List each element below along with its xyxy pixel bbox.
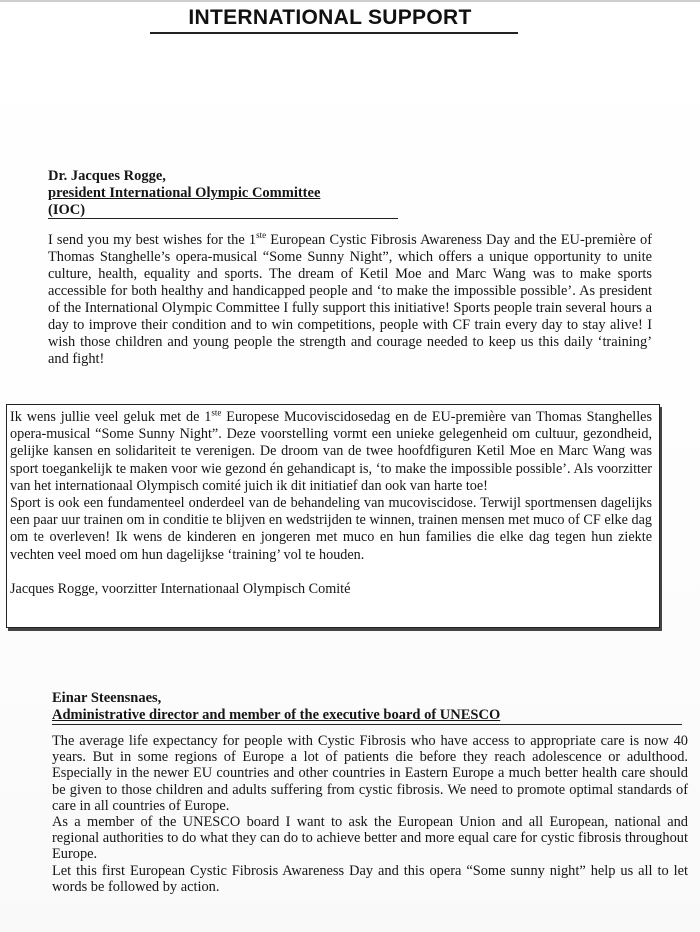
steensnaes-role: Administrative director and member of the executive board of UNESCO <box>52 707 501 723</box>
steensnaes-paragraph-2: As a member of the UNESCO board I want to ask the European Union and all European, national and regional authorities to do what they can do to achieve better and more equal care for cystic fibrosis throughout Europe. <box>52 814 688 863</box>
rogge-section <box>48 168 652 368</box>
steensnaes-name: Einar Steensnaes, <box>52 690 162 706</box>
scan-edge <box>0 0 700 2</box>
steensnaes-paragraph-1: The average life expectancy for people with Cystic Fibrosis who have access to appropriate care is now 40 years. But in some regions of Europe a lot of patients die before they reach adolescence or adulthood. Especially in the newer EU countries and other countries in Eastern Europe a much better health care should be given to those children and adults suffering from cystic fibrosis. We need to promote optimal standards of care in all countries of Europe. <box>52 733 688 814</box>
steensnaes-paragraph-3: Let this first European Cystic Fibrosis Awareness Day and this opera “Some sunny night” help us all to let words be followed by action. <box>52 862 688 895</box>
dutch-signature: Jacques Rogge, voorzitter Internationaal Olympisch Comité <box>10 580 351 597</box>
dutch-message-box <box>6 404 660 628</box>
steensnaes-role-rule <box>52 724 682 725</box>
rogge-message: I send you my best wishes for the 1ste European Cystic Fibrosis Awareness Day and the EU-première of Thomas Stanghelle’s opera-musical “Some Sunny Night”, which offers a unique opportunity to unite culture, health, equality and sports. The dream of Ketil Moe and Marc Wang was to make sports accessible for both healthy and handicapped people and ‘to make the impossible possible’. As president of the International Olympic Committee I fully support this initiative! Sports people train several hours a day to improve their condition and to win competitions, people with CF train every day to stay alive! I wish those children and young people the strength and courage needed to keep us this daily ‘training’ and fight! <box>48 230 652 367</box>
title-underline <box>150 32 518 34</box>
rogge-role-line1: president International Olympic Committee <box>48 185 321 201</box>
rogge-role-line2: (IOC) <box>48 202 86 218</box>
steensnaes-section <box>52 690 688 895</box>
rogge-role-rule <box>48 218 398 219</box>
page-title: INTERNATIONAL SUPPORT <box>188 6 472 29</box>
dutch-paragraph-1: Ik wens jullie veel geluk met de 1ste Europese Mucoviscidosedag en de EU-première van Thomas Stanghelles opera-musical “Some Sunny Night”. Deze voorstelling vormt een unieke gelegenheid om cultuur, gezondheid, gelijke kansen en solidariteit te verenigen. De droom van de twee hoofdfiguren Ketil Moe en Marc Wang was sport toegankelijk te maken voor wie gezond én gehandicapt is, ‘to make the impossible possible’. Als voorzitter van het internationaal Olympisch comité juich ik dit initiatief dan ook van harte toe! <box>10 407 652 494</box>
rogge-name: Dr. Jacques Rogge, <box>48 168 166 184</box>
dutch-paragraph-2: Sport is ook een fundamenteel onderdeel van de behandeling van mucoviscidose. Terwijl sportmensen dagelijks een paar uur trainen om in conditie te blijven en wedstrijden te winnen, trainen mensen met muco of CF elke dag om te overleven! Ik wens de kinderen en jongeren met muco en hun families die elke dag tegen hun ziekte vechten veel moed om hun dagelijkse ‘training’ vol te houden. <box>10 495 652 563</box>
